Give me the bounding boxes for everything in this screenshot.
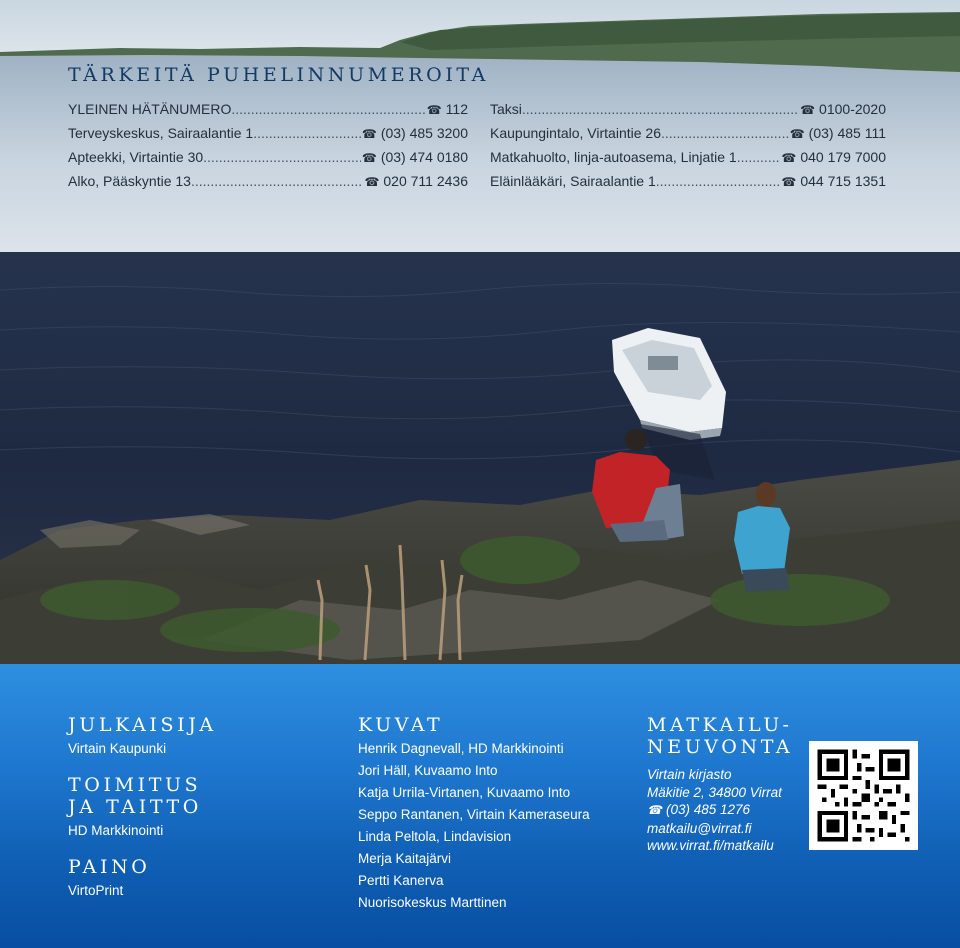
credits-footer (0, 664, 960, 948)
editing-layout-heading: TOIMITUS JA TAITTO (68, 774, 202, 818)
phone-row-number: (03) 485 111 (808, 125, 886, 141)
photographer-item: Katja Urrila-Virtanen, Kuvaamo Into (358, 785, 571, 800)
leader-dots (231, 97, 425, 121)
leader-dots (661, 121, 789, 145)
photos-heading: KUVAT (358, 714, 444, 736)
phone-row-name: YLEINEN HÄTÄNUMERO (68, 101, 232, 117)
phone-row-name: Kaupungintalo, Virtaintie 26 (490, 125, 661, 141)
phone-icon: ☎ (781, 175, 797, 189)
phone-row (68, 145, 468, 169)
tourist-info-email[interactable]: matkailu@virrat.fi (647, 820, 752, 836)
publisher-name: Virtain Kaupunki (68, 741, 167, 756)
photographer-item: Seppo Rantanen, Virtain Kameraseura (358, 807, 590, 822)
phone-row-number-wrap (780, 169, 886, 193)
phone-icon: ☎ (789, 127, 805, 141)
phone-row-name: Matkahuolto, linja-autoasema, Linjatie 1 (490, 149, 737, 165)
editing-layout-name: HD Markkinointi (68, 823, 164, 838)
printing-heading: PAINO (68, 856, 151, 878)
phone-list-left (68, 97, 468, 193)
tourist-info-heading-line2: NEUVONTA (647, 736, 794, 758)
phone-row (490, 169, 886, 193)
phone-row-name: Taksi (490, 101, 522, 117)
phone-row-name: Apteekki, Virtaintie 30 (68, 149, 204, 165)
tourist-info-heading-line1: MATKAILU- (647, 714, 793, 736)
qr-code-icon (809, 741, 918, 850)
photographer-item: Linda Peltola, Lindavision (358, 829, 512, 844)
phone-row-number-wrap (363, 169, 468, 193)
phone-row-number-wrap (780, 145, 886, 169)
phone-row-number: (03) 474 0180 (380, 149, 468, 165)
photographer-item: Merja Kaitajärvi (358, 851, 452, 866)
photographer-item: Nuorisokeskus Marttinen (358, 895, 507, 910)
leader-dots (737, 145, 781, 169)
phone-row-number-wrap (799, 97, 886, 121)
phone-icon: ☎ (361, 127, 377, 141)
phone-row-number: 020 711 2436 (383, 173, 468, 189)
tourist-info-place: Virtain kirjasto (647, 767, 732, 782)
publisher-column (68, 714, 318, 902)
photographer-item: Jori Häll, Kuvaamo Into (358, 763, 498, 778)
phone-row-number: 040 179 7000 (800, 149, 886, 165)
phone-icon: ☎ (364, 175, 380, 189)
photographer-item: Pertti Kanerva (358, 873, 444, 888)
leader-dots (253, 121, 361, 145)
leader-dots (522, 97, 799, 121)
phone-icon: ☎ (800, 103, 816, 117)
phone-row (68, 169, 468, 193)
phone-row-number-wrap (361, 121, 468, 145)
phone-list-right (490, 97, 886, 193)
tourist-info-phone-row (647, 801, 807, 820)
tourist-info-address: Mäkitie 2, 34800 Virrat (647, 784, 782, 800)
leader-dots (656, 169, 781, 193)
leader-dots (191, 169, 363, 193)
phone-icon: ☎ (361, 151, 377, 165)
phone-row-number: (03) 485 3200 (380, 125, 468, 141)
photos-column (358, 714, 628, 914)
phone-icon: ☎ (647, 803, 662, 817)
phone-row (68, 121, 468, 145)
tourist-info-website[interactable]: www.virrat.fi/matkailu (647, 838, 774, 853)
phone-numbers-title: TÄRKEITÄ PUHELINNUMEROITA (68, 64, 489, 86)
phone-row-number: 0100-2020 (819, 101, 886, 117)
publisher-heading: JULKAISIJA (68, 714, 217, 736)
phone-row-name: Eläinlääkäri, Sairaalantie 1 (490, 173, 656, 189)
phone-icon: ☎ (781, 151, 797, 165)
phone-row-number-wrap (426, 97, 468, 121)
phone-row (490, 145, 886, 169)
phone-row-number-wrap (789, 121, 886, 145)
tourist-info-phone: (03) 485 1276 (665, 802, 751, 817)
phone-row-number: 044 715 1351 (800, 173, 886, 189)
phone-row-number-wrap (361, 145, 468, 169)
photographer-list (358, 738, 628, 914)
tourist-info-column (647, 714, 807, 855)
photographer-item: Henrik Dagnevall, HD Markkinointi (358, 741, 564, 756)
printing-name: VirtoPrint (68, 883, 124, 898)
leader-dots (203, 145, 361, 169)
phone-row (490, 121, 886, 145)
phone-row-name: Terveyskeskus, Sairaalantie 1 (68, 125, 254, 141)
tourist-info-details (647, 766, 807, 855)
phone-row (68, 97, 468, 121)
phone-row (490, 97, 886, 121)
phone-row-name: Alko, Pääskyntie 13 (68, 173, 191, 189)
phone-icon: ☎ (426, 103, 442, 117)
phone-row-number: 112 (445, 101, 468, 117)
